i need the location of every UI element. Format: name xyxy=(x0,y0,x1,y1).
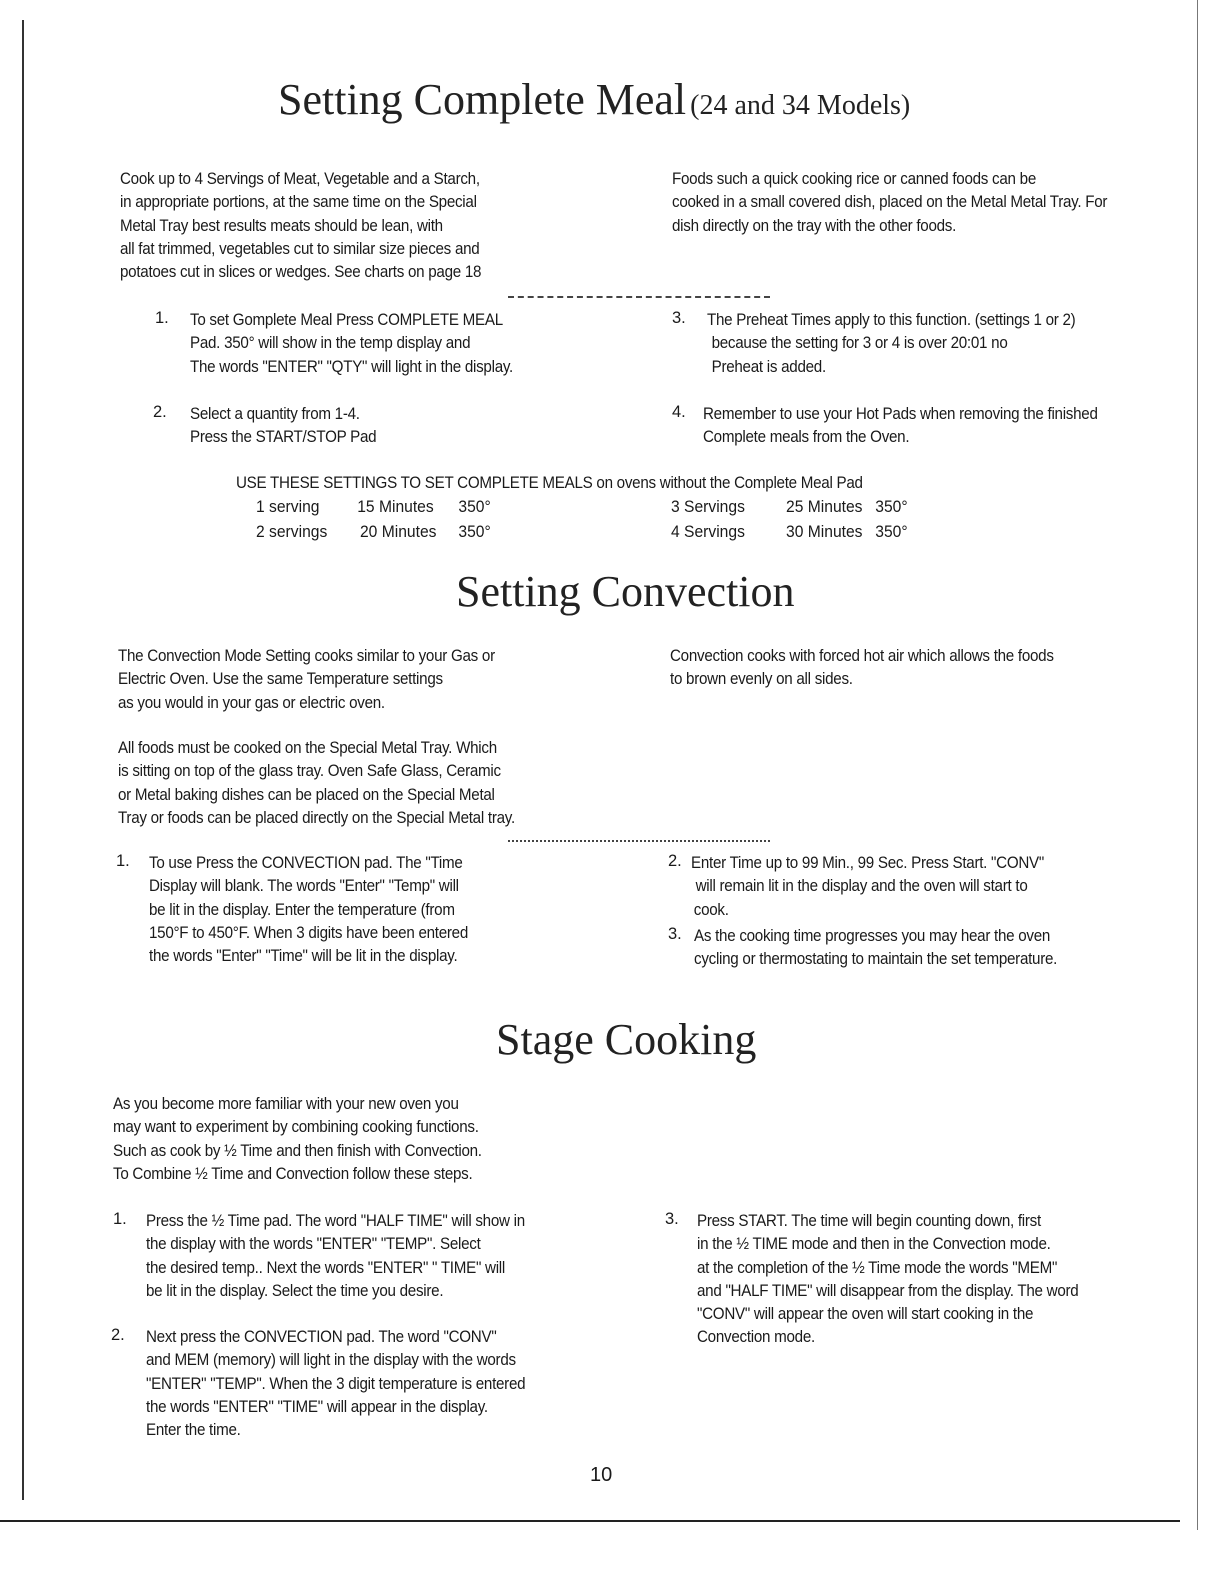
scan-edge-right xyxy=(1197,0,1198,1530)
text-line: Preheat is added. xyxy=(711,357,826,376)
step-number: 1. xyxy=(113,1210,127,1228)
convection-intro-right xyxy=(670,645,1054,692)
servings-cell: 4 Servings xyxy=(671,522,745,541)
text-line: Metal Tray best results meats should be lean, with xyxy=(120,216,443,235)
text-line: Complete meals from the Oven. xyxy=(703,428,910,447)
text-line: Display will blank. The words "Enter" "Temp" will xyxy=(149,877,459,896)
text-line: The Preheat Times apply to this function. (settings 1 or 2) xyxy=(707,311,1076,329)
temp-cell: 350° xyxy=(875,497,908,516)
text-line: potatoes cut in slices or wedges. See charts on page 18 xyxy=(120,263,482,282)
complete-meal-subtitle: (24 and 34 Models) xyxy=(690,90,911,121)
settings-heading: USE THESE SETTINGS TO SET COMPLETE MEALS on ovens without the Complete Meal Pad xyxy=(236,474,863,492)
text-line: Enter the time. xyxy=(146,1421,241,1440)
complete-meal-step-2 xyxy=(190,403,376,450)
section-divider xyxy=(508,840,770,842)
complete-meal-title: Setting Complete Meal xyxy=(278,75,687,124)
time-cell: 20 Minutes xyxy=(359,522,437,541)
text-line: because the setting for 3 or 4 is over 20:01 no xyxy=(711,334,1008,353)
step-number: 2. xyxy=(111,1326,125,1344)
text-line: As you become more familiar with your new oven you xyxy=(113,1095,459,1113)
servings-cell: 3 Servings xyxy=(671,497,745,516)
complete-meal-intro-right xyxy=(672,168,1107,238)
complete-meal-step-1 xyxy=(190,309,513,379)
settings-row xyxy=(256,522,491,542)
text-line: As the cooking time progresses you may hear the oven xyxy=(694,927,1051,945)
text-line: Tray or foods can be placed directly on the Special Metal tray. xyxy=(118,808,515,827)
text-line: Convection mode. xyxy=(697,1328,815,1347)
text-line: cycling or thermostating to maintain the set temperature. xyxy=(694,950,1058,969)
settings-row xyxy=(671,497,908,517)
text-line: to brown evenly on all sides. xyxy=(670,670,853,689)
stage-cooking-title: Stage Cooking xyxy=(496,1015,757,1064)
text-line: and "HALF TIME" will disappear from the display. The word xyxy=(697,1281,1079,1300)
settings-row xyxy=(671,522,908,542)
text-line: All foods must be cooked on the Special Metal Tray. Which xyxy=(118,739,497,757)
text-line: dish directly on the tray with the other foods. xyxy=(672,216,957,235)
section-divider xyxy=(508,296,770,298)
step-number: 3. xyxy=(668,925,682,943)
text-line: be lit in the display. Select the time you desire. xyxy=(146,1281,444,1300)
text-line: Press the ½ Time pad. The word "HALF TIME" will show in xyxy=(146,1212,525,1230)
convection-tray-note xyxy=(118,737,515,830)
text-line: Next press the CONVECTION pad. The word "CONV" xyxy=(146,1328,497,1346)
text-line: the words "Enter" "Time" will be lit in the display. xyxy=(149,947,458,966)
servings-cell: 1 serving xyxy=(256,497,320,516)
complete-meal-heading xyxy=(278,74,910,125)
text-line: is sitting on top of the glass tray. Oven Safe Glass, Ceramic xyxy=(118,762,501,781)
text-line: Foods such a quick cooking rice or canned foods can be xyxy=(672,170,1036,188)
page-number: 10 xyxy=(590,1464,613,1486)
scan-edge-left xyxy=(22,20,24,1500)
text-line: the display with the words "ENTER" "TEMP". Select xyxy=(146,1235,481,1254)
text-line: the desired temp.. Next the words "ENTER" " TIME" will xyxy=(146,1258,506,1277)
convection-step-3 xyxy=(694,925,1057,972)
text-line: Such as cook by ½ Time and then finish with Convection. xyxy=(113,1141,482,1160)
text-line: Select a quantity from 1-4. xyxy=(190,405,360,423)
step-number: 1. xyxy=(155,309,169,327)
step-number: 2. xyxy=(153,403,167,421)
servings-cell: 2 servings xyxy=(256,522,328,541)
text-line: Press the START/STOP Pad xyxy=(190,428,377,447)
time-cell: 25 Minutes xyxy=(786,497,863,516)
text-line: Cook up to 4 Servings of Meat, Vegetable and a Starch, xyxy=(120,170,480,188)
complete-meal-step-4 xyxy=(703,403,1098,450)
text-line: The words "ENTER" "QTY" will light in the display. xyxy=(190,357,513,376)
text-line: will remain lit in the display and the oven will start to xyxy=(695,877,1028,896)
text-line: or Metal baking dishes can be placed on the Special Metal xyxy=(118,785,495,804)
complete-meal-step-3 xyxy=(707,309,1075,379)
text-line: Electric Oven. Use the same Temperature settings xyxy=(118,670,443,689)
temp-cell: 350° xyxy=(875,522,908,541)
text-line: all fat trimmed, vegetables cut to similar size pieces and xyxy=(120,239,480,258)
convection-title: Setting Convection xyxy=(456,567,795,616)
text-line: cooked in a small covered dish, placed on the Metal Metal Tray. For xyxy=(672,193,1108,212)
step-number: 2. xyxy=(668,852,682,870)
text-line: To set Gomplete Meal Press COMPLETE MEAL xyxy=(190,311,503,329)
step-number: 4. xyxy=(672,403,686,421)
stage-cooking-step-2 xyxy=(146,1326,525,1442)
text-line: at the completion of the ½ Time mode the words "MEM" xyxy=(697,1258,1058,1277)
convection-intro-left xyxy=(118,645,495,715)
text-line: Remember to use your Hot Pads when removing the finished xyxy=(703,405,1098,423)
text-line: The Convection Mode Setting cooks similar to your Gas or xyxy=(118,647,495,665)
text-line: Enter Time up to 99 Min., 99 Sec. Press Start. "CONV" xyxy=(691,854,1045,872)
stage-cooking-step-1 xyxy=(146,1210,525,1303)
convection-step-2 xyxy=(691,852,1044,922)
stage-cooking-heading xyxy=(496,1014,756,1065)
text-line: in appropriate portions, at the same time on the Special xyxy=(120,193,477,212)
temp-cell: 350° xyxy=(458,522,491,541)
complete-meal-intro-left xyxy=(120,168,481,284)
time-cell: 30 Minutes xyxy=(786,522,863,541)
text-line: the words "ENTER" "TIME" will appear in the display. xyxy=(146,1397,488,1416)
stage-cooking-intro xyxy=(113,1093,482,1186)
text-line: Pad. 350° will show in the temp display and xyxy=(190,334,471,353)
text-line: Convection cooks with forced hot air which allows the foods xyxy=(670,647,1054,665)
temp-cell: 350° xyxy=(458,497,491,516)
scan-edge-bottom xyxy=(0,1520,1180,1522)
text-line: To Combine ½ Time and Convection follow these steps. xyxy=(113,1164,473,1183)
text-line: be lit in the display. Enter the temperature (from xyxy=(149,900,455,919)
text-line: To use Press the CONVECTION pad. The "Time xyxy=(149,854,463,872)
step-number: 3. xyxy=(672,309,686,327)
step-number: 3. xyxy=(665,1210,679,1228)
text-line: Press START. The time will begin counting down, first xyxy=(697,1212,1041,1230)
time-cell: 15 Minutes xyxy=(357,497,434,516)
convection-heading xyxy=(456,566,795,617)
settings-row xyxy=(256,497,491,517)
text-line: "CONV" will appear the oven will start cooking in the xyxy=(697,1305,1034,1324)
stage-cooking-step-3 xyxy=(697,1210,1078,1350)
text-line: and MEM (memory) will light in the display with the words xyxy=(146,1351,516,1370)
text-line: in the ½ TIME mode and then in the Convection mode. xyxy=(697,1235,1051,1254)
step-number: 1. xyxy=(116,852,130,870)
text-line: 150°F to 450°F. When 3 digits have been entered xyxy=(149,923,469,942)
text-line: may want to experiment by combining cooking functions. xyxy=(113,1118,479,1137)
text-line: as you would in your gas or electric oven. xyxy=(118,693,385,712)
convection-step-1 xyxy=(149,852,468,968)
text-line: "ENTER" "TEMP". When the 3 digit temperature is entered xyxy=(146,1374,526,1393)
text-line: cook. xyxy=(693,900,729,919)
